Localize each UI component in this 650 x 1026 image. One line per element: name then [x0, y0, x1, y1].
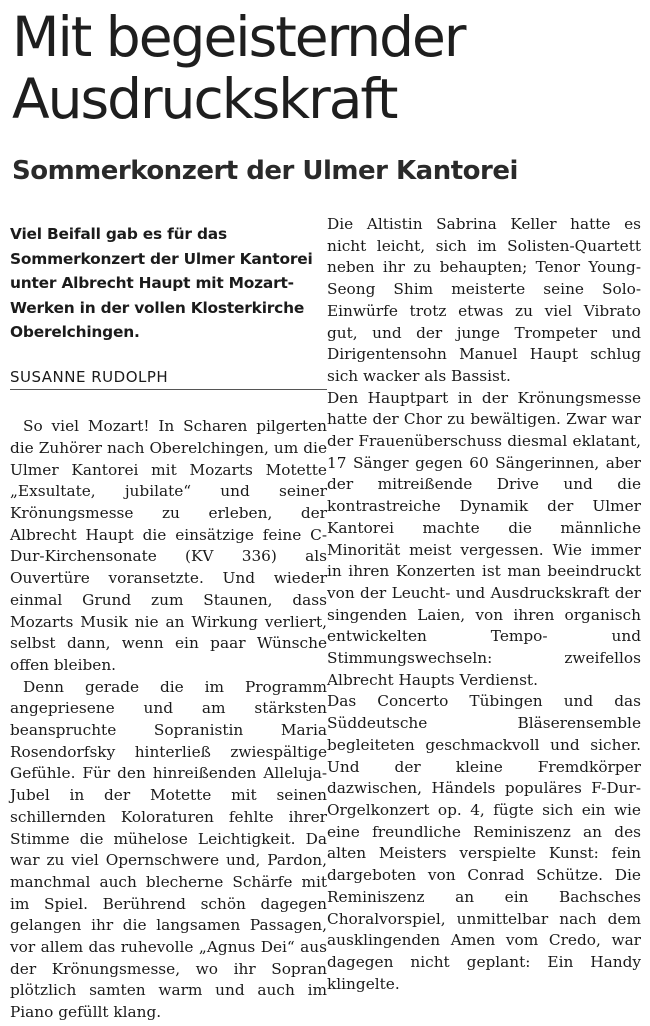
headline: Mit begeisternder Ausdruckskraft	[12, 5, 465, 131]
body-paragraph: So viel Mozart! In Scharen pilgerten die Zuhörer nach Oberelchingen, um die Ulmer Kantorei mit Mozarts Motette „Exsultate, jubilate“ und seiner Krönungsmesse zu erleben, der Albrecht Haupt die einsätzige feine C-Dur-Kirchensonate (KV 336) als Ouvertüre voransetzte. Und wieder einmal Grund zum Staunen, dass Mozarts Musik nie an Wirkung verliert, selbst dann, wenn ein paar Wünsche offen bleiben.	[10, 417, 327, 674]
body-paragraph: Die Altistin Sabrina Keller hatte es nicht leicht, sich im Solisten-Quartett neben ihr zu behaupten; Tenor Young-Seong Shim meisterte seine Solo-Einwürfe trotz etwas zu viel Vibrato gut, und der junge Trompeter und Dirigentensohn Manuel Haupt schlug sich wacker als Bassist.	[327, 215, 641, 385]
body-paragraph: Den Hauptpart in der Krönungsmesse hatte der Chor zu bewältigen. Zwar war der Frauenüberschuss diesmal eklatant, 17 Sänger gegen 60 Sängerinnen, aber der mitreißende Drive und die kontrastreiche Dynamik der Ulmer Kantorei machte die männliche Minorität meist vergessen. Wie immer in ihren Konzerten ist man beeindruckt von der Leucht- und Ausdruckskraft der singenden Laien, von ihren organisch entwickelten Tempo- und Stimmungswechseln: zweifellos Albrecht Haupts Verdienst.	[327, 388, 641, 689]
byline-spacer	[10, 396, 327, 416]
body-paragraph: Denn gerade die im Programm angepriesene und am stärksten beanspruchte Sopranistin Maria Rosendorfsky hinterließ zwiespältige Gefühle. Für den hinreißenden Alleluja-Jubel in der Motette mit seinen schillernden Koloraturen fehlte ihrer Stimme die mühelose Leichtigkeit. Da war zu viel Opernschwere und, Pardon, manchmal auch blecherne Schärfe mit im Spiel. Berührend schön dagegen gelangen ihr die langsamen Passagen, vor allem das ruhevolle „Agnus Dei“ aus der Krönungsmesse, wo ihr Sopran plötzlich samten warm und auch im Piano gefüllt klang.	[10, 677, 327, 1022]
subheadline: Sommerkonzert der Ulmer Kantorei	[12, 156, 518, 186]
right-column	[327, 214, 641, 995]
left-column	[10, 222, 327, 1024]
lead-paragraph: Viel Beifall gab es für das Sommerkonzert der Ulmer Kantorei unter Albrecht Haupt mit Mozart-Werken in der vollen Klosterkirche Oberelchingen.	[10, 225, 313, 341]
body-paragraph: Das Concerto Tübingen und das Süddeutsche Bläserensemble begleiteten geschmackvoll und sicher. Und der kleine Fremdkörper dazwischen, Händels populäres F-Dur-Orgelkonzert op. 4, fügte sich ein wie eine freundliche Reminiszenz an des alten Meisters verspielte Kunst: fein dargeboten von Conrad Schütze. Die Reminiszenz an ein Bachsches Choralvorspiel, unmittelbar nach dem ausklingenden Amen vom Credo, war dagegen nicht geplant: Ein Handy klingelte.	[327, 692, 641, 993]
author-byline: SUSANNE RUDOLPH	[10, 367, 327, 391]
